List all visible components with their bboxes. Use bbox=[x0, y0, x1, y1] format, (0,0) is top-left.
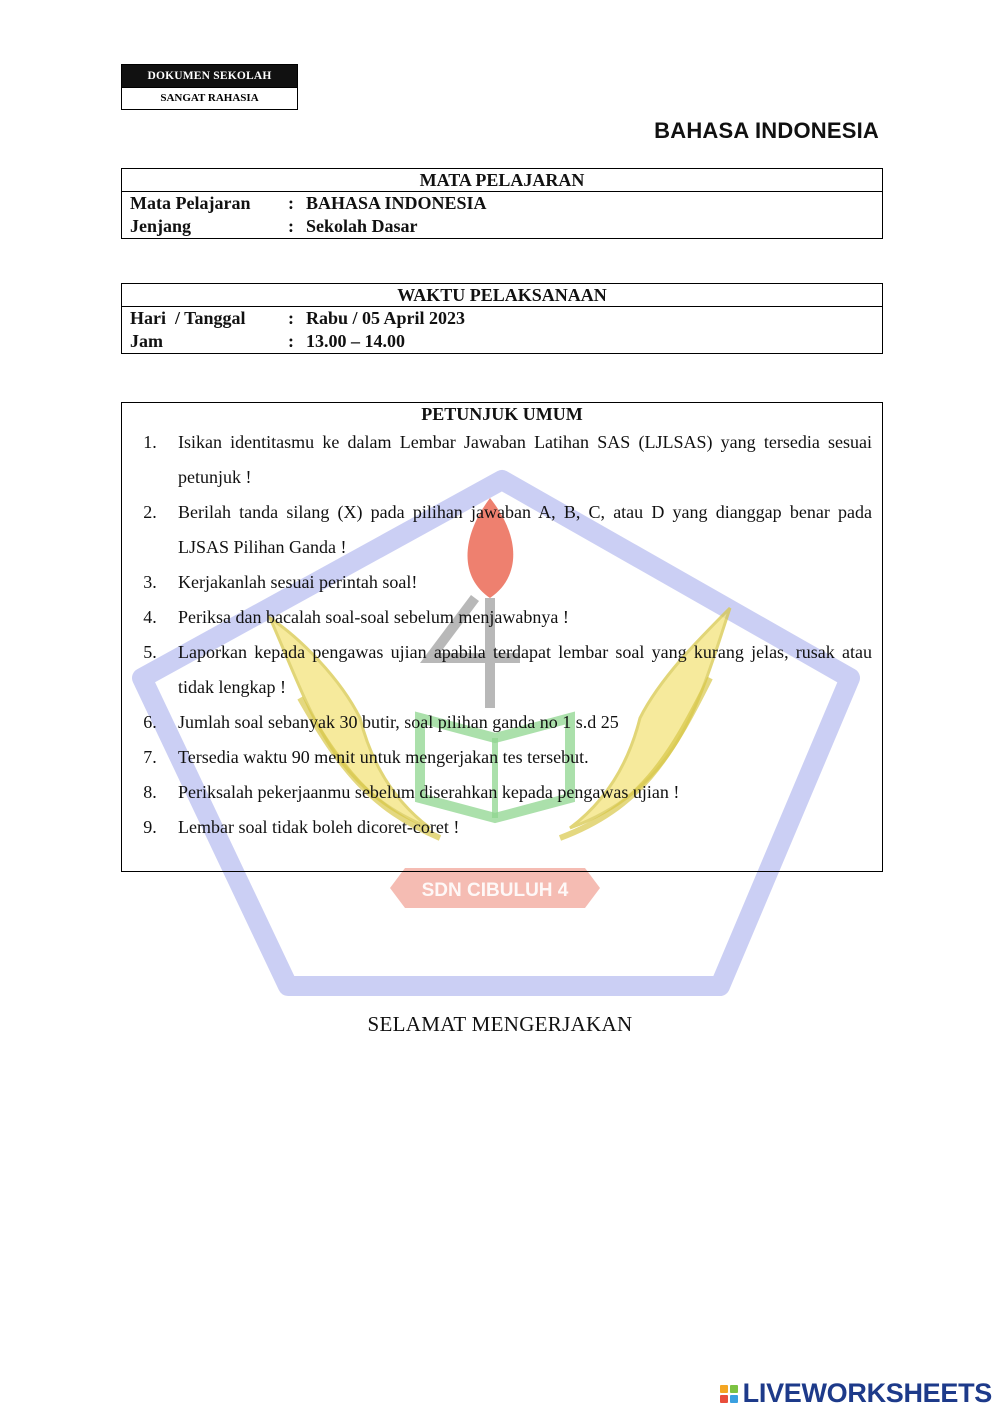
instructions-title: PETUNJUK UMUM bbox=[421, 404, 583, 424]
list-item bbox=[122, 740, 882, 775]
liveworksheets-grid-icon bbox=[720, 1385, 738, 1403]
list-item bbox=[122, 705, 882, 740]
item-number: 1. bbox=[143, 432, 157, 452]
list-item bbox=[122, 775, 882, 810]
stamp-line-1: DOKUMEN SEKOLAH bbox=[122, 65, 297, 87]
item-number: 6. bbox=[143, 712, 157, 732]
item-number: 8. bbox=[143, 782, 157, 802]
row-label: Jenjang bbox=[130, 216, 192, 236]
row-value: BAHASA INDONESIA bbox=[306, 193, 487, 213]
row-colon: : bbox=[288, 193, 294, 213]
confidential-stamp bbox=[121, 64, 298, 110]
item-number: 3. bbox=[143, 572, 157, 592]
info-row bbox=[122, 192, 882, 215]
list-item bbox=[122, 495, 882, 565]
school-name-watermark: SDN CIBULUH 4 bbox=[421, 880, 569, 901]
item-text: Periksalah pekerjaanmu sebelum diserahkan kepada pengawas ujian ! bbox=[178, 782, 680, 802]
item-text: Jumlah soal sebanyak 30 butir, soal pilihan ganda no 1 s.d 25 bbox=[178, 712, 619, 732]
stamp-line-2: SANGAT RAHASIA bbox=[122, 87, 297, 109]
row-label: Hari / Tanggal bbox=[130, 308, 246, 328]
item-number: 9. bbox=[143, 817, 157, 837]
list-item bbox=[122, 810, 882, 845]
item-text: Lembar soal tidak boleh dicoret-coret ! bbox=[178, 817, 460, 837]
row-value: 13.00 – 14.00 bbox=[306, 331, 405, 351]
row-colon: : bbox=[288, 216, 294, 236]
item-number: 4. bbox=[143, 607, 157, 627]
item-number: 2. bbox=[143, 502, 157, 522]
time-info-box bbox=[121, 283, 883, 354]
row-value: Sekolah Dasar bbox=[306, 216, 418, 236]
liveworksheets-logo[interactable] bbox=[720, 1378, 992, 1409]
info-row bbox=[122, 307, 882, 330]
item-text: Isikan identitasmu ke dalam Lembar Jawaban Latihan SAS (LJLSAS) yang tersedia sesuai petunjuk ! bbox=[178, 432, 872, 487]
list-item bbox=[122, 565, 882, 600]
item-text: Laporkan kepada pengawas ujian apabila terdapat lembar soal yang kurang jelas, rusak atau tidak lengkap ! bbox=[178, 642, 872, 697]
logo-text: LIVEWORKSHEETS bbox=[742, 1378, 992, 1408]
info-row bbox=[122, 215, 882, 238]
instructions-box bbox=[121, 402, 883, 872]
info-row bbox=[122, 330, 882, 353]
subject-info-box bbox=[121, 168, 883, 239]
row-label: Mata Pelajaran bbox=[130, 193, 251, 213]
subject-heading: BAHASA INDONESIA bbox=[654, 118, 879, 143]
row-colon: : bbox=[288, 331, 294, 351]
closing-text: SELAMAT MENGERJAKAN bbox=[367, 1012, 633, 1036]
row-value: Rabu / 05 April 2023 bbox=[306, 308, 466, 328]
item-text: Tersedia waktu 90 menit untuk mengerjakan tes tersebut. bbox=[178, 747, 589, 767]
item-text: Periksa dan bacalah soal-soal sebelum menjawabnya ! bbox=[178, 607, 569, 627]
list-item bbox=[122, 600, 882, 635]
time-box-title: WAKTU PELAKSANAAN bbox=[122, 284, 882, 307]
list-item bbox=[122, 425, 882, 495]
instructions-list bbox=[122, 425, 882, 845]
item-number: 5. bbox=[143, 642, 157, 662]
row-colon: : bbox=[288, 308, 294, 328]
item-text: Kerjakanlah sesuai perintah soal! bbox=[178, 572, 418, 592]
item-text: Berilah tanda silang (X) pada pilihan jawaban A, B, C, atau D yang dianggap benar pada LJSAS Pilihan Ganda ! bbox=[178, 502, 872, 557]
row-label: Jam bbox=[130, 331, 163, 351]
subject-box-title: MATA PELAJARAN bbox=[122, 169, 882, 192]
item-number: 7. bbox=[143, 747, 157, 767]
list-item bbox=[122, 635, 882, 705]
